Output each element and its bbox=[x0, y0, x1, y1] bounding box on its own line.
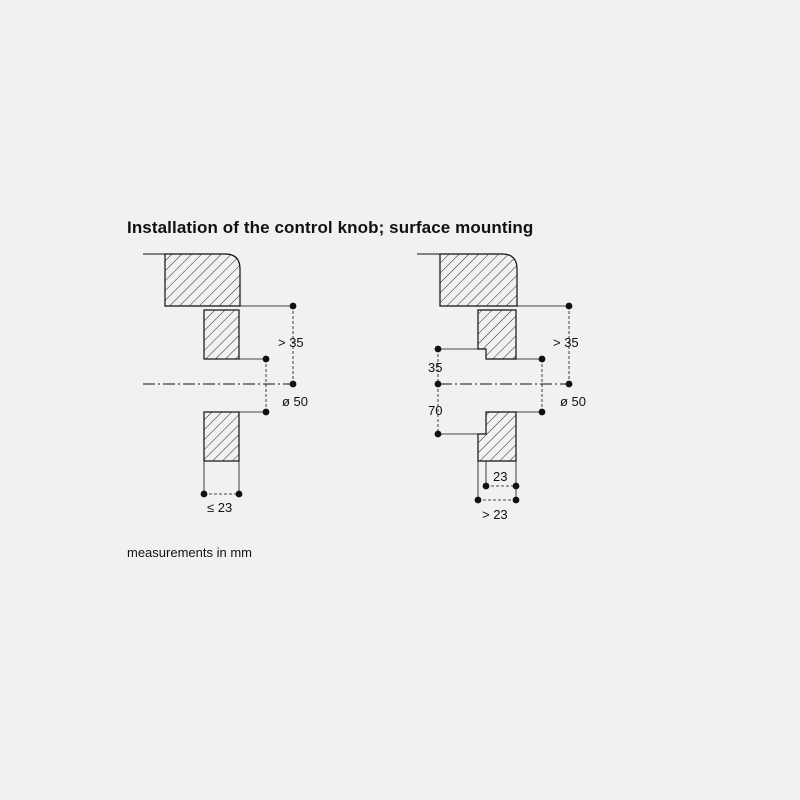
left-view bbox=[143, 254, 308, 515]
right-outer-width-label: > 23 bbox=[482, 507, 508, 522]
left-knob-lower bbox=[204, 412, 239, 461]
left-width-dimension bbox=[201, 461, 243, 515]
right-view bbox=[417, 254, 586, 522]
right-inner-width-label: 23 bbox=[493, 469, 508, 484]
right-lower-recess-label: 70 bbox=[428, 403, 443, 418]
measurement-note: measurements in mm bbox=[127, 545, 252, 560]
right-inner-width-dimension bbox=[483, 461, 520, 500]
left-width-label: ≤ 23 bbox=[207, 500, 233, 515]
left-knob-upper bbox=[204, 310, 239, 359]
right-upper-recess-label: 35 bbox=[428, 360, 443, 375]
right-knob-lower bbox=[478, 412, 516, 461]
left-diameter-label: ø 50 bbox=[282, 394, 309, 409]
right-recess-dimensions bbox=[428, 346, 478, 438]
left-worktop-block bbox=[165, 254, 240, 306]
right-diameter-label: ø 50 bbox=[560, 394, 587, 409]
diagram-title: Installation of the control knob; surface mounting bbox=[127, 218, 534, 237]
right-worktop-block bbox=[440, 254, 517, 306]
left-top-gap-dimension bbox=[240, 303, 304, 388]
right-top-gap-dimension bbox=[517, 303, 579, 388]
right-top-gap-label: > 35 bbox=[553, 335, 579, 350]
left-top-gap-label: > 35 bbox=[278, 335, 304, 350]
right-knob-upper bbox=[478, 310, 516, 359]
